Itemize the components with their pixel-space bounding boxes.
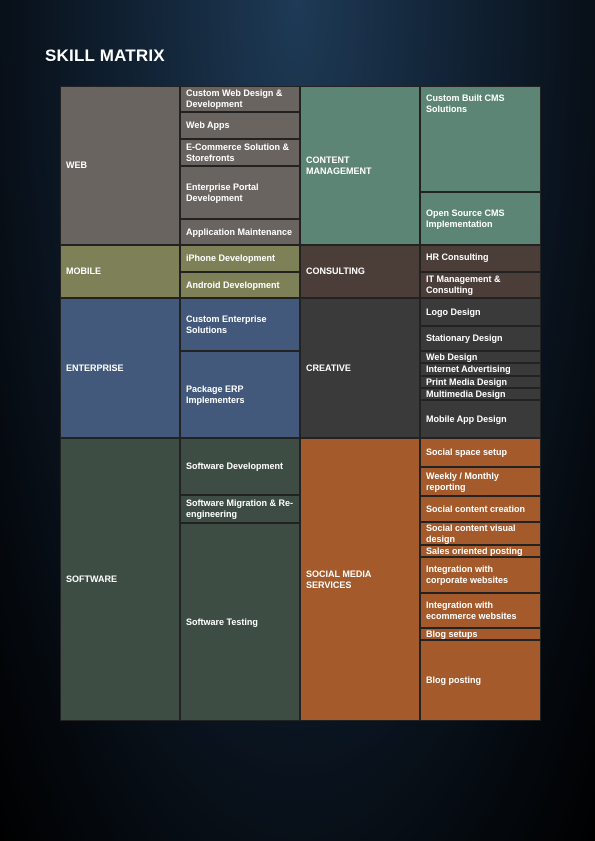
skill-open-source-cms-implementation: Open Source CMS Implementation	[420, 192, 541, 245]
skill-custom-built-cms-solutions: Custom Built CMS Solutions	[420, 86, 541, 192]
skill-weekly-monthly-reporting: Weekly / Monthly reporting	[420, 467, 541, 496]
category-web: WEB	[60, 86, 180, 245]
skill-enterprise-portal-development: Enterprise Portal Development	[180, 166, 300, 219]
category-mobile: MOBILE	[60, 245, 180, 298]
skill-it-management-consulting: IT Management & Consulting	[420, 272, 541, 298]
skill-blog-posting: Blog posting	[420, 640, 541, 721]
skill-application-maintenance: Application Maintenance	[180, 219, 300, 245]
skill-social-content-visual-design: Social content visual design	[420, 522, 541, 545]
category-social: SOCIAL MEDIA SERVICES	[300, 438, 420, 721]
skill-integration-with-corporate-websites: Integration with corporate websites	[420, 557, 541, 593]
skill-integration-with-ecommerce-websites: Integration with ecommerce websites	[420, 593, 541, 628]
skill-web-apps: Web Apps	[180, 112, 300, 139]
skill-web-design: Web Design	[420, 351, 541, 363]
skill-logo-design: Logo Design	[420, 298, 541, 326]
skill-stationary-design: Stationary Design	[420, 326, 541, 351]
skill-print-media-design: Print Media Design	[420, 376, 541, 388]
skill-custom-enterprise-solutions: Custom Enterprise Solutions	[180, 298, 300, 351]
category-software: SOFTWARE	[60, 438, 180, 721]
skill-software-testing: Software Testing	[180, 523, 300, 721]
skill-internet-advertising: Internet Advertising	[420, 363, 541, 376]
skill-blog-setups: Blog setups	[420, 628, 541, 640]
skill-e-commerce-solution-storefronts: E-Commerce Solution & Storefronts	[180, 139, 300, 166]
skill-sales-oriented-posting: Sales oriented posting	[420, 545, 541, 557]
skill-software-development: Software Development	[180, 438, 300, 495]
skill-social-space-setup: Social space setup	[420, 438, 541, 467]
skill-hr-consulting: HR Consulting	[420, 245, 541, 272]
skill-android-development: Android Development	[180, 272, 300, 298]
skill-mobile-app-design: Mobile App Design	[420, 400, 541, 438]
category-enterprise: ENTERPRISE	[60, 298, 180, 438]
category-content: CONTENT MANAGEMENT	[300, 86, 420, 245]
skill-custom-web-design-development: Custom Web Design & Development	[180, 86, 300, 112]
skill-multimedia-design: Multimedia Design	[420, 388, 541, 400]
skill-iphone-development: iPhone Development	[180, 245, 300, 272]
category-creative: CREATIVE	[300, 298, 420, 438]
page-title: SKILL MATRIX	[45, 46, 165, 65]
category-consulting: CONSULTING	[300, 245, 420, 298]
skill-software-migration-re-engineering: Software Migration & Re-engineering	[180, 495, 300, 523]
skill-package-erp-implementers: Package ERP Implementers	[180, 351, 300, 438]
skill-social-content-creation: Social content creation	[420, 496, 541, 522]
